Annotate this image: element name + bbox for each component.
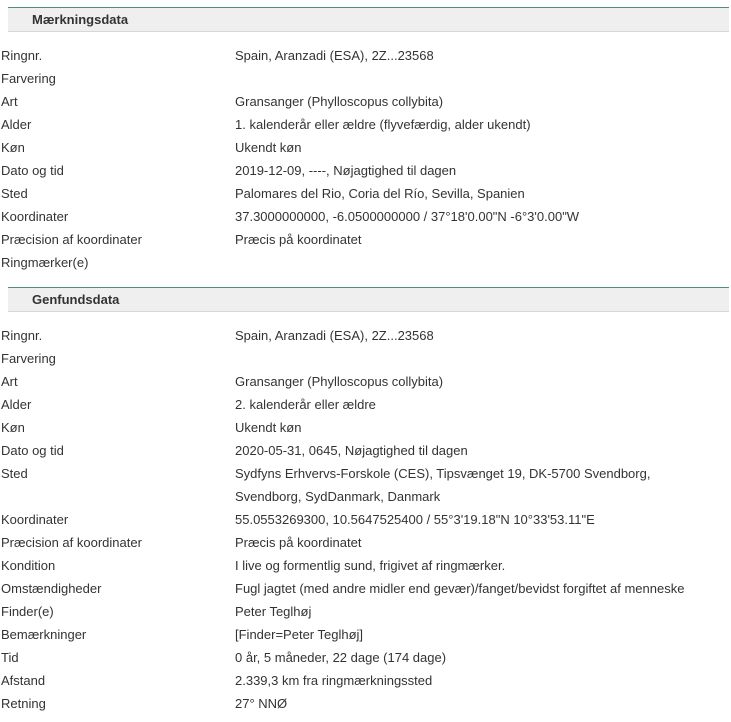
marking-value-koordinater: 37.3000000000, -6.0500000000 / 37°18'0.00"N -6°3'0.00"W: [235, 209, 580, 224]
marking-row-ringnr: [1, 44, 721, 67]
recovery-label-omstaendigheder: Omstændigheder: [1, 581, 102, 596]
marking-label-farvering: Farvering: [1, 71, 56, 86]
recovery-row-kondition: [1, 554, 721, 577]
recovery-row-omstaendigheder: [1, 577, 721, 600]
recovery-row-praecision: [1, 531, 721, 554]
recovery-row-finder: [1, 600, 721, 623]
recovery-row-koordinater: [1, 508, 721, 531]
marking-label-ringmaerker: Ringmærker(e): [1, 255, 89, 270]
recovery-value-praecision: Præcis på koordinatet: [235, 535, 362, 550]
marking-section: [8, 7, 729, 32]
recovery-label-kon: Køn: [1, 420, 25, 435]
marking-row-ringmaerker: [1, 251, 721, 274]
recovery-value-kon: Ukendt køn: [235, 420, 302, 435]
recovery-label-dato: Dato og tid: [1, 443, 64, 458]
marking-label-sted: Sted: [1, 186, 28, 201]
marking-row-praecision: [1, 228, 721, 251]
recovery-label-praecision: Præcision af koordinater: [1, 535, 142, 550]
marking-label-art: Art: [1, 94, 18, 109]
recovery-value-ringnr: Spain, Aranzadi (ESA), 2Z...23568: [235, 328, 434, 343]
recovery-label-finder: Finder(e): [1, 604, 54, 619]
marking-rows: [1, 44, 721, 274]
marking-label-alder: Alder: [1, 117, 32, 132]
marking-value-kon: Ukendt køn: [235, 140, 302, 155]
recovery-label-farvering: Farvering: [1, 351, 56, 366]
marking-label-praecision: Præcision af koordinater: [1, 232, 142, 247]
recovery-value-dato: 2020-05-31, 0645, Nøjagtighed til dagen: [235, 443, 468, 458]
recovery-label-ringnr: Ringnr.: [1, 328, 43, 343]
recovery-row-farvering: [1, 347, 721, 370]
marking-row-sted: [1, 182, 721, 205]
recovery-value-kondition: I live og formentlig sund, frigivet af ringmærker.: [235, 558, 506, 573]
marking-row-art: [1, 90, 721, 113]
recovery-value-tid: 0 år, 5 måneder, 22 dage (174 dage): [235, 650, 447, 665]
recovery-row-bemaerkninger: [1, 623, 721, 646]
recovery-section: [8, 287, 729, 312]
recovery-rows: [1, 324, 721, 715]
recovery-row-alder: [1, 393, 721, 416]
recovery-value-retning: 27° NNØ: [235, 696, 288, 711]
recovery-row-art: [1, 370, 721, 393]
marking-label-dato: Dato og tid: [1, 163, 64, 178]
marking-label-koordinater: Koordinater: [1, 209, 69, 224]
recovery-value-omstaendigheder: Fugl jagtet (med andre midler end gevær)/fanget/bevidst forgiftet af menneske: [235, 581, 685, 596]
recovery-label-bemaerkninger: Bemærkninger: [1, 627, 87, 642]
recovery-row-afstand: [1, 669, 721, 692]
marking-row-koordinater: [1, 205, 721, 228]
recovery-value-alder: 2. kalenderår eller ældre: [235, 397, 376, 412]
recovery-label-sted: Sted: [1, 466, 28, 481]
recovery-value-bemaerkninger: [Finder=Peter Teglhøj]: [235, 627, 364, 642]
marking-value-dato: 2019-12-09, ----, Nøjagtighed til dagen: [235, 163, 457, 178]
recovery-value-finder: Peter Teglhøj: [235, 604, 312, 619]
recovery-label-alder: Alder: [1, 397, 32, 412]
recovery-label-tid: Tid: [1, 650, 19, 665]
recovery-label-art: Art: [1, 374, 18, 389]
marking-value-ringnr: Spain, Aranzadi (ESA), 2Z...23568: [235, 48, 434, 63]
recovery-row-dato: [1, 439, 721, 462]
recovery-row-sted: [1, 462, 721, 508]
marking-value-alder: 1. kalenderår eller ældre (flyvefærdig, alder ukendt): [235, 117, 531, 132]
recovery-row-kon: [1, 416, 721, 439]
recovery-value-koordinater: 55.0553269300, 10.5647525400 / 55°3'19.18"N 10°33'53.11"E: [235, 512, 595, 527]
recovery-label-koordinater: Koordinater: [1, 512, 69, 527]
recovery-label-retning: Retning: [1, 696, 46, 711]
recovery-row-tid: [1, 646, 721, 669]
marking-value-art: Gransanger (Phylloscopus collybita): [235, 94, 444, 109]
marking-section-title: Mærkningsdata: [8, 7, 729, 32]
recovery-label-kondition: Kondition: [1, 558, 56, 573]
marking-value-praecision: Præcis på koordinatet: [235, 232, 362, 247]
recovery-value-art: Gransanger (Phylloscopus collybita): [235, 374, 444, 389]
marking-label-ringnr: Ringnr.: [1, 48, 43, 63]
marking-label-kon: Køn: [1, 140, 25, 155]
recovery-label-afstand: Afstand: [1, 673, 46, 688]
recovery-value-afstand: 2.339,3 km fra ringmærkningssted: [235, 673, 433, 688]
recovery-row-ringnr: [1, 324, 721, 347]
marking-value-sted: Palomares del Rio, Coria del Río, Sevilla, Spanien: [235, 186, 525, 201]
marking-row-dato: [1, 159, 721, 182]
marking-row-alder: [1, 113, 721, 136]
marking-row-kon: [1, 136, 721, 159]
recovery-value-sted: Sydfyns Erhvervs-Forskole (CES), Tipsvænget 19, DK-5700 Svendborg, Svendborg, SydDanmark, Danmark: [235, 466, 651, 504]
marking-row-farvering: [1, 67, 721, 90]
recovery-section-title: Genfundsdata: [8, 287, 729, 312]
recovery-row-retning: [1, 692, 721, 715]
